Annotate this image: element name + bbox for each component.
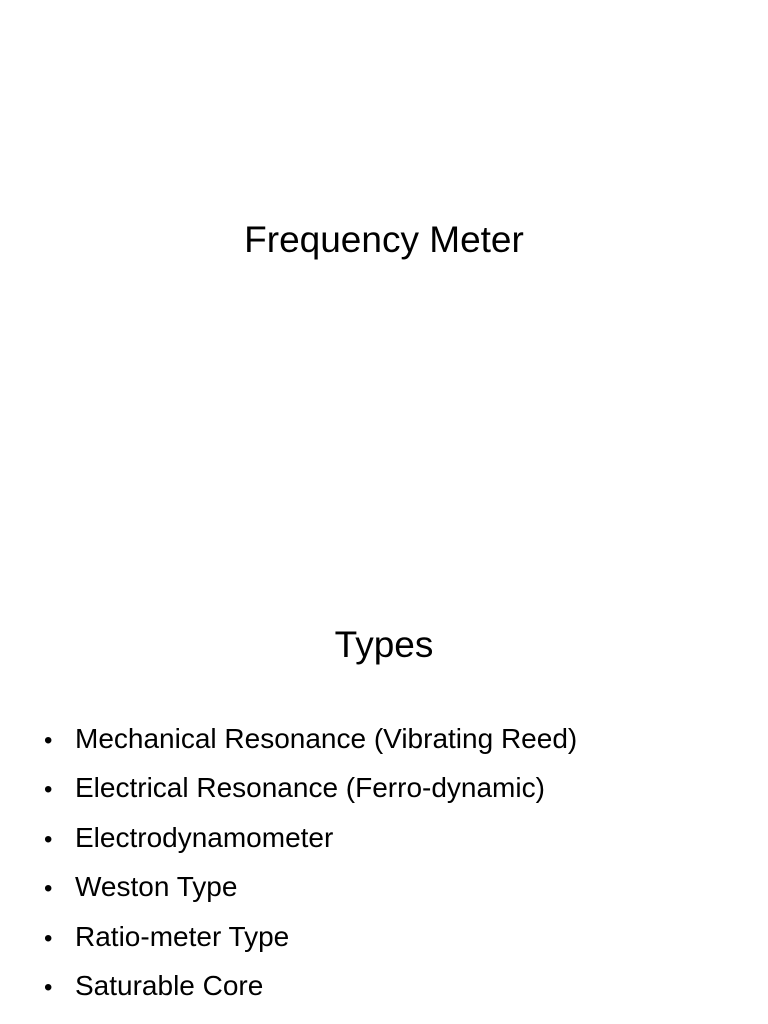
bullet-icon: • (44, 825, 53, 853)
list-item (44, 714, 744, 763)
list-item-label: Mechanical Resonance (Vibrating Reed) (75, 723, 578, 754)
list-item (44, 961, 744, 1010)
list-item-label: Electrodynamometer (75, 821, 334, 853)
list-item-label: Weston Type (75, 871, 238, 903)
bullet-icon: • (44, 875, 53, 903)
list-item (44, 763, 744, 812)
bullet-icon: • (44, 776, 53, 804)
list-item-label: Ratio-meter Type (75, 920, 290, 952)
bullet-icon: • (44, 924, 53, 952)
types-bullet-list (44, 714, 744, 1010)
bullet-icon: • (44, 727, 53, 754)
list-item-label: Saturable Core (75, 969, 264, 1001)
list-item (44, 813, 744, 862)
list-item-label: Electrical Resonance (Ferro-dynamic) (75, 772, 545, 804)
list-item (44, 912, 744, 961)
slide-title: Frequency Meter (244, 219, 524, 260)
slide-title: Types (334, 624, 434, 665)
bullet-icon: • (44, 973, 53, 1001)
list-item (44, 862, 744, 911)
slide-types (0, 512, 768, 1024)
